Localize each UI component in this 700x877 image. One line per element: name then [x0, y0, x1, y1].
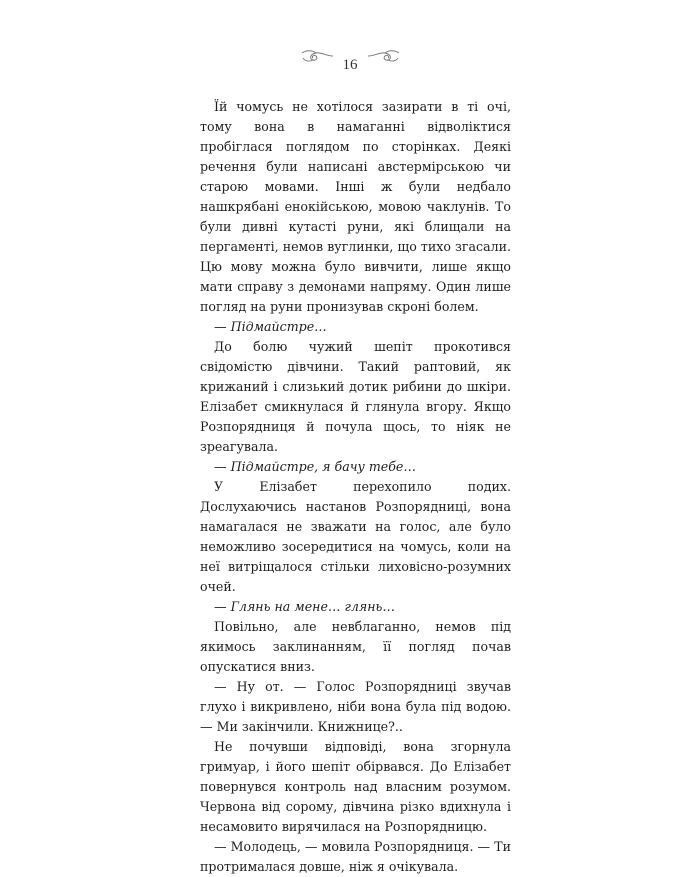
paragraph: Їй чомусь не хотілося зазирати в ті очі, тому вона в намаганні відволіктися пробіглася поглядом по сторінках. Деякі речення були написані австермірською чи старою мовами. Інші ж були недбало нашкрябані енокійською, мовою чаклунів. То були дивні кутасті руни, які блищали на пергаменті, немов вуглинки, що тихо згасали. Цю мову можна було вивчити, лише якщо мати справу з демонами напряму. Один лише погляд на руни пронизував скроні болем. — [200, 99, 511, 314]
paragraph: У Елізабет перехопило подих. Дослухаючись настанов Розпорядниці, вона намагалася не зважати на голос, але було неможливо зосередитися на чомусь, коли на неї витріщалося стільки лиховісно-розумних очей. — [200, 479, 511, 594]
dialogue-paragraph: — Молодець, — мовила Розпорядниця. — Ти протрималася довше, ніж я очікувала. — [200, 839, 511, 874]
right-flourish-ornament-icon — [367, 48, 401, 64]
page-number: 16 — [342, 57, 358, 73]
dialogue-line: — Підмайстре… — [214, 319, 327, 334]
page-header — [0, 44, 700, 80]
dialogue-paragraph: — Ну от. — Голос Розпорядниці звучав глухо і викривлено, ніби вона була під водою. — Ми закінчили. Книжнице?.. — [200, 679, 511, 734]
paragraph: Не почувши відповіді, вона згорнула гримуар, і його шепіт обірвався. До Елізабет повернувся контроль над власним розумом. Червона від сорому, дівчина різко вдихнула і несамовито вирячилася на Розпорядницю. — [200, 739, 511, 834]
body-text — [200, 97, 511, 877]
dialogue-line: — Глянь на мене… глянь… — [214, 599, 395, 614]
paragraph: Повільно, але невблаганно, немов під якимось заклинанням, її погляд почав опускатися вниз. — [200, 619, 511, 674]
left-flourish-ornament-icon — [300, 48, 334, 64]
paragraph: До болю чужий шепіт прокотився свідомістю дівчини. Такий раптовий, як крижаний і слизький дотик рибини до шкіри. Елізабет смикнулася й глянула вгору. Якщо Розпорядниця й почула щось, то ніяк не зреагувала. — [200, 339, 511, 454]
dialogue-line: — Підмайстре, я бачу тебе… — [214, 459, 416, 474]
